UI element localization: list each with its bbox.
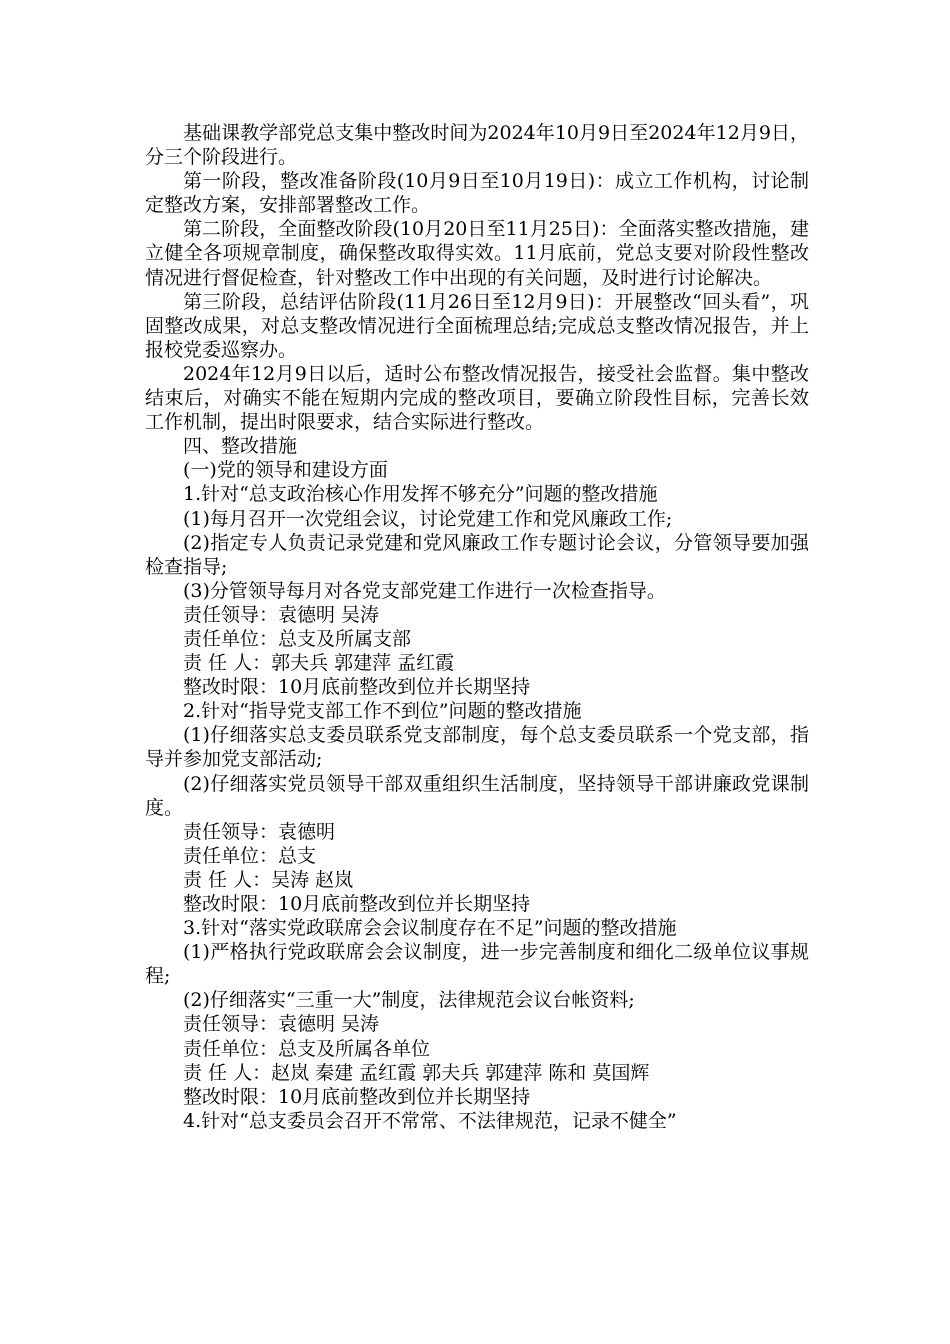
- deadline-2: 整改时限：10月底前整改到位并长期坚持: [183, 893, 531, 915]
- responsible-unit-1: 责任单位：总支及所属支部: [183, 627, 412, 650]
- paragraph-stage-2: 第二阶段，全面整改阶段(10月20日至11月25日)：全面落实整改措施，建立健全各项规章制度，确保整改取得实效。11月底前，党总支要对阶段性整改情况进行督促检查，针对整改工作中出现的有关问题，及时进行讨论解决。: [145, 218, 809, 289]
- paragraph-after-report: 2024年12月9日以后，适时公布整改情况报告，接受社会监督。集中整改结束后，对确实不能在短期内完成的整改项目，要确立阶段性目标，完善长效工作机制，提出时限要求，结合实际进行整改。: [145, 362, 809, 434]
- responsible-person-2: 责 任 人：吴涛 赵岚: [183, 868, 354, 891]
- measure-1-3: (3)分管领导每月对各党支部党建工作进行一次检查指导。: [183, 579, 666, 602]
- item-heading-1: 1.针对“总支政治核心作用发挥不够充分”问题的整改措施: [183, 483, 658, 506]
- measure-2-2: (2)仔细落实党员领导干部双重组织生活制度，坚持领导干部讲廉政党课制度。: [145, 772, 809, 819]
- paragraph-stage-3: 第三阶段，总结评估阶段(11月26日至12月9日)：开展整改“回头看”，巩固整改成果，对总支整改情况进行全面梳理总结;完成总支整改情况报告，并上报校党委巡察办。: [145, 290, 809, 361]
- responsible-unit-3: 责任单位：总支及所属各单位: [183, 1037, 431, 1060]
- responsible-person-1: 责 任 人：郭夫兵 郭建萍 孟红霞: [183, 652, 455, 675]
- deadline-3: 整改时限：10月底前整改到位并长期坚持: [183, 1085, 531, 1108]
- responsible-person-3: 责 任 人：赵岚 秦建 孟红霞 郭夫兵 郭建萍 陈和 莫国辉: [183, 1061, 650, 1084]
- measure-1-2: (2)指定专人负责记录党建和党风廉政工作专题讨论会议，分管领导要加强检查指导;: [145, 531, 809, 578]
- measure-3-2: (2)仔细落实“三重一大”制度，法律规范会议台帐资料;: [183, 989, 635, 1012]
- responsible-leader-3: 责任领导：袁德明 吴涛: [183, 1013, 380, 1036]
- paragraph-schedule: 基础课教学部党总支集中整改时间为2024年10月9日至2024年12月9日，分三个阶段进行。: [145, 122, 809, 169]
- measure-3-1: (1)严格执行党政联席会会议制度，进一步完善制度和细化二级单位议事规程;: [145, 941, 809, 988]
- measure-2-1: (1)仔细落实总支委员联系党支部制度，每个总支委员联系一个党支部，指导并参加党支部活动;: [145, 724, 809, 771]
- item-heading-3: 3.针对“落实党政联席会会议制度存在不足”问题的整改措施: [183, 917, 677, 940]
- section-heading-measures: 四、整改措施: [183, 435, 298, 458]
- document-body: [145, 121, 809, 1133]
- deadline-1: 整改时限：10月底前整改到位并长期坚持: [183, 676, 531, 699]
- item-heading-2: 2.针对“指导党支部工作不到位”问题的整改措施: [183, 700, 582, 723]
- measure-1-1: (1)每月召开一次党组会议，讨论党建工作和党风廉政工作;: [183, 507, 673, 530]
- paragraph-stage-1: 第一阶段，整改准备阶段(10月9日至10月19日)：成立工作机构，讨论制定整改方案，安排部署整改工作。: [145, 170, 809, 217]
- responsible-leader-2: 责任领导：袁德明: [183, 820, 336, 843]
- subsection-heading-party-leadership: (一)党的领导和建设方面: [183, 459, 388, 482]
- responsible-leader-1: 责任领导：袁德明 吴涛: [183, 603, 380, 626]
- responsible-unit-2: 责任单位：总支: [183, 844, 317, 867]
- item-heading-4: 4.针对“总支委员会召开不常常、不法律规范，记录不健全”: [183, 1109, 677, 1132]
